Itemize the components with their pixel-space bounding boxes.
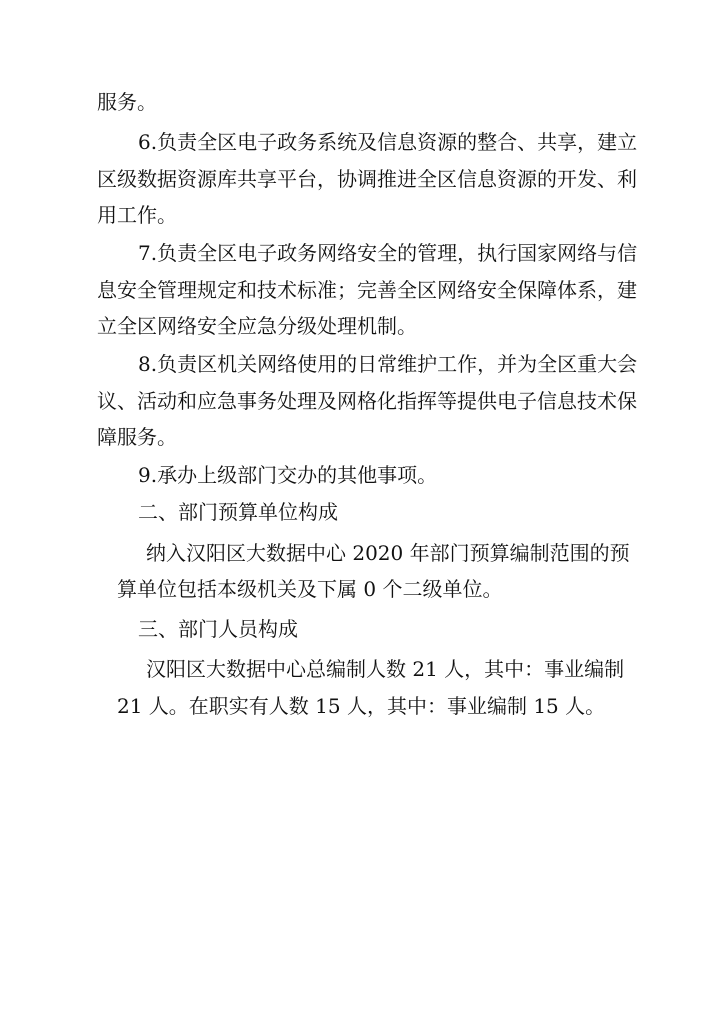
text-line: 区级数据资源库共享平台，协调推进全区信息资源的开发、利	[97, 167, 637, 191]
text-line: 算单位包括本级机关及下属 0 个二级单位。	[117, 577, 503, 601]
text-line: 息安全管理规定和技术标准；完善全区网络安全保障体系，建	[97, 278, 637, 302]
text-line: 服务。	[97, 90, 157, 114]
personnel-text: 汉阳区大数据中心总编制人数 21 人，其中：事业编制	[146, 657, 625, 681]
text-line: 21 人。在职实有人数 15 人，其中：事业编制 15 人。	[117, 694, 606, 718]
section-heading-personnel: 三、部门人员构成	[138, 617, 298, 641]
text-line: 障服务。	[97, 425, 177, 449]
budget-units-text: 纳入汉阳区大数据中心 2020 年部门预算编制范围的预	[146, 541, 630, 565]
paragraph-item-8: 8.负责区机关网络使用的日常维护工作，并为全区重大会	[138, 352, 638, 376]
section-heading-budget-units: 二、部门预算单位构成	[138, 500, 338, 524]
paragraph-item-7: 7.负责全区电子政务网络安全的管理，执行国家网络与信	[138, 241, 638, 265]
paragraph-item-6: 6.负责全区电子政务系统及信息资源的整合、共享，建立	[138, 130, 638, 154]
paragraph-item-9: 9.承办上级部门交办的其他事项。	[138, 463, 438, 487]
text-line: 用工作。	[97, 203, 177, 227]
text-line: 议、活动和应急事务处理及网格化指挥等提供电子信息技术保	[97, 389, 637, 413]
text-line: 立全区网络安全应急分级处理机制。	[97, 314, 417, 338]
